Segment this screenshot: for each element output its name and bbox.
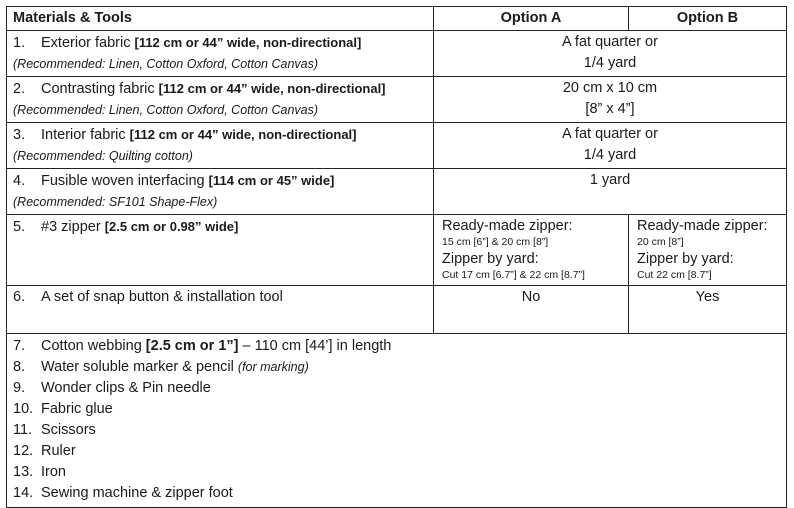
value-line: A fat quarter or xyxy=(562,126,658,142)
list-item: 10. Fabric glue xyxy=(13,401,113,417)
list-item: 7. Cotton webbing [2.5 cm or 1”] – 110 cm [44’] in length xyxy=(13,338,392,354)
material-cell xyxy=(7,169,434,215)
list-item: 9. Wonder clips & Pin needle xyxy=(13,380,211,396)
table-row xyxy=(7,215,787,286)
header-option-a: Option A xyxy=(434,7,629,31)
header-option-b: Option B xyxy=(629,7,787,31)
zipper-ready-label: Ready-made zipper: xyxy=(637,218,768,234)
table-row xyxy=(7,286,787,334)
material-spec: [2.5 cm or 0.98” wide] xyxy=(104,219,239,234)
option-value xyxy=(434,169,787,215)
material-recommendation: (Recommended: SF101 Shape-Flex) xyxy=(13,195,218,209)
row-number: 3. xyxy=(13,127,26,143)
material-cell xyxy=(7,215,434,286)
table-row xyxy=(7,169,787,215)
material-recommendation: (Recommended: Linen, Cotton Oxford, Cotton Canvas) xyxy=(13,103,319,117)
table-row xyxy=(7,123,787,169)
material-recommendation: (Recommended: Quilting cotton) xyxy=(13,149,193,163)
material-name: A set of snap button & installation tool xyxy=(41,289,283,305)
material-spec: [112 cm or 44” wide, non-directional] xyxy=(158,81,386,96)
header-row xyxy=(7,7,787,31)
value-line: 1/4 yard xyxy=(583,55,637,71)
option-a-value: No xyxy=(434,286,629,334)
value-line: 1/4 yard xyxy=(583,147,637,163)
material-recommendation: (Recommended: Linen, Cotton Oxford, Cotton Canvas) xyxy=(13,57,319,71)
option-value xyxy=(434,77,787,123)
material-spec: [114 cm or 45” wide] xyxy=(208,173,335,188)
list-item: 12. Ruler xyxy=(13,443,76,459)
value-line: 20 cm x 10 cm xyxy=(562,80,658,96)
material-cell xyxy=(7,31,434,77)
value-line: 1 yard xyxy=(589,172,631,188)
list-item: 8. Water soluble marker & pencil (for marking) xyxy=(13,359,309,375)
materials-table xyxy=(6,6,787,508)
row-number: 4. xyxy=(13,173,26,189)
list-item: 11. Scissors xyxy=(13,422,96,438)
material-name: Contrasting fabric xyxy=(41,81,155,97)
table-row xyxy=(7,77,787,123)
material-name: #3 zipper xyxy=(41,219,101,235)
value-line: [8” x 4”] xyxy=(585,101,635,117)
material-cell xyxy=(7,286,434,334)
option-value xyxy=(434,123,787,169)
option-a-zipper xyxy=(434,215,629,286)
header-materials: Materials & Tools xyxy=(7,7,434,31)
material-name: Exterior fabric xyxy=(41,35,131,51)
list-item: 14. Sewing machine & zipper foot xyxy=(13,485,233,501)
zipper-yard-size: Cut 17 cm [6.7”] & 22 cm [8.7”] xyxy=(442,269,585,281)
value-line: A fat quarter or xyxy=(562,34,658,50)
material-cell xyxy=(7,77,434,123)
material-spec: [112 cm or 44” wide, non-directional] xyxy=(134,35,362,50)
option-b-zipper xyxy=(629,215,787,286)
material-spec: [112 cm or 44” wide, non-directional] xyxy=(129,127,357,142)
zipper-ready-size: 15 cm [6”] & 20 cm [8”] xyxy=(442,236,549,248)
row-number: 2. xyxy=(13,81,26,97)
option-value xyxy=(434,31,787,77)
tools-list xyxy=(7,334,787,508)
material-name: Interior fabric xyxy=(41,127,126,143)
table-row xyxy=(7,31,787,77)
zipper-ready-label: Ready-made zipper: xyxy=(442,218,573,234)
list-item: 13. Iron xyxy=(13,464,66,480)
material-cell xyxy=(7,123,434,169)
row-number: 6. xyxy=(13,289,26,305)
zipper-ready-size: 20 cm [8”] xyxy=(637,236,684,248)
tools-list-row xyxy=(7,334,787,508)
option-b-value: Yes xyxy=(629,286,787,334)
row-number: 5. xyxy=(13,219,26,235)
zipper-yard-size: Cut 22 cm [8.7”] xyxy=(637,269,712,281)
zipper-yard-label: Zipper by yard: xyxy=(637,251,734,267)
row-number: 1. xyxy=(13,35,26,51)
material-name: Fusible woven interfacing xyxy=(41,173,205,189)
zipper-yard-label: Zipper by yard: xyxy=(442,251,539,267)
